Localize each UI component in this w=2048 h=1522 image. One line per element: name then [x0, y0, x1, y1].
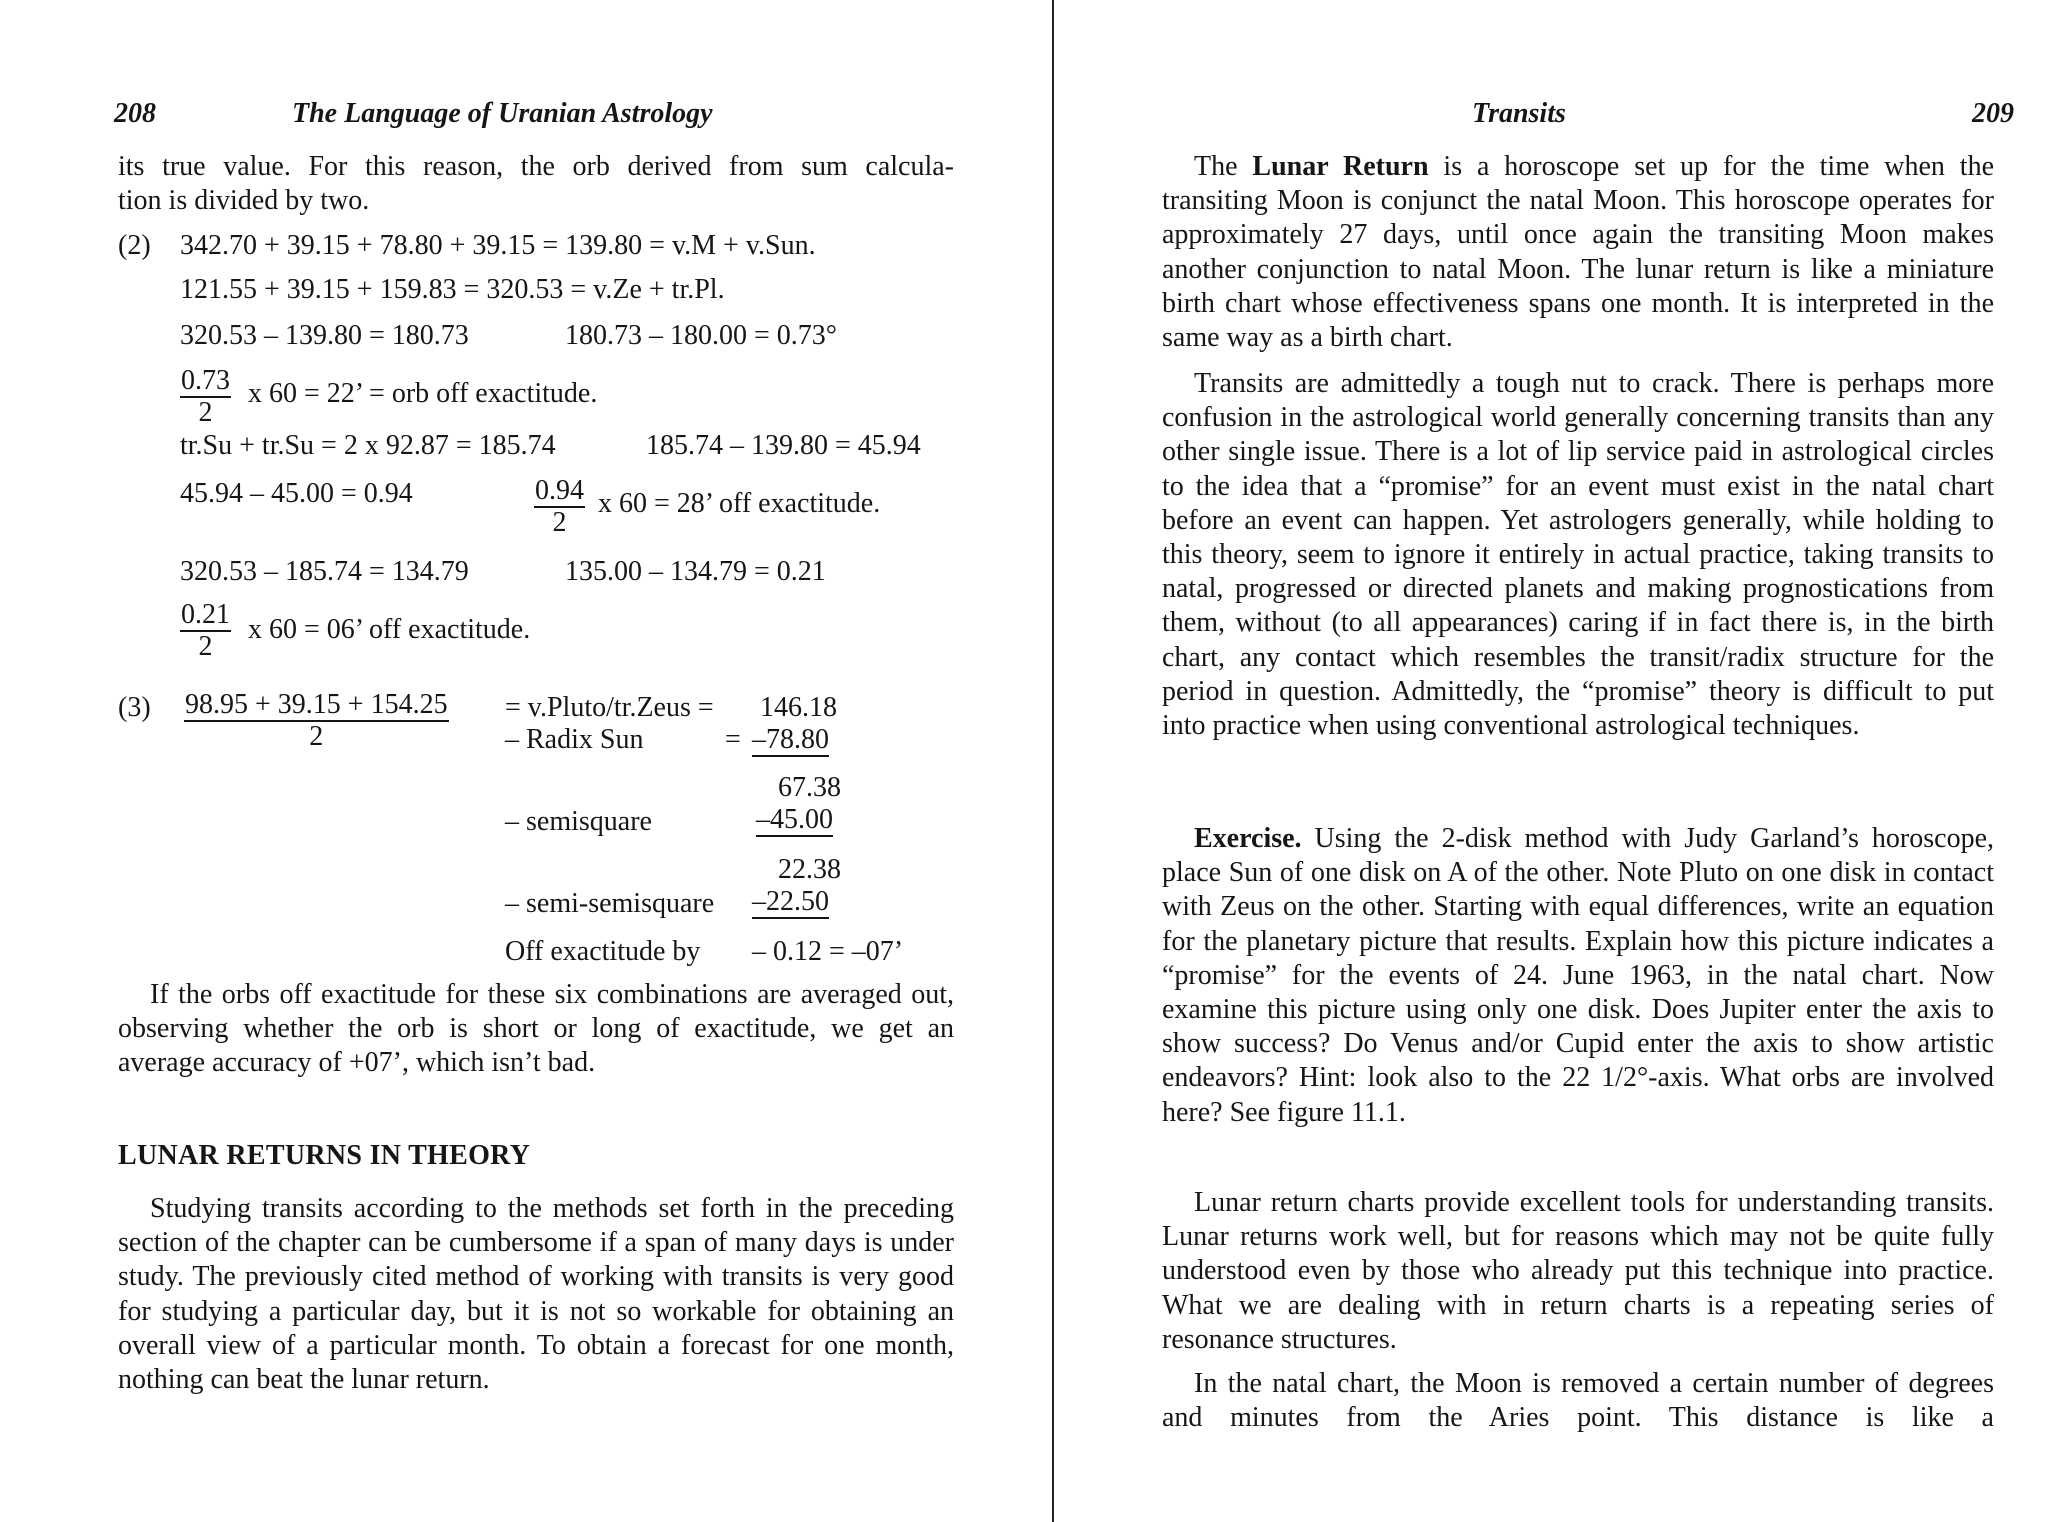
fraction-numerator: 98.95 + 39.15 + 154.25: [185, 689, 448, 720]
page-number: 209: [1972, 98, 2014, 129]
equation-value: –78.80: [752, 724, 829, 755]
fraction: [180, 366, 231, 428]
equation-label: – semisquare: [505, 806, 652, 837]
fraction-denominator: 2: [552, 507, 567, 538]
example-label: (3): [118, 692, 151, 723]
right-page: [1056, 0, 2048, 1522]
paragraph-natal-chart: [1162, 1367, 1994, 1435]
equation: 180.73 – 180.00 = 0.73°: [565, 320, 837, 351]
bold-term: Lunar Return: [1252, 151, 1429, 182]
intro-line: tion is divided by two.: [118, 185, 370, 217]
intro-text: [118, 150, 954, 218]
paragraph-text: Studying transits according to the methods set forth in the preceding section of the chapter can be cumbersome if a span of many days is under study. The previously cited method of working with transits is very good for studying a particular day, but it is not so workable for obtaining an overall view of a particular month. To obtain a forecast for one month, nothing can beat the lunar return.: [118, 1193, 954, 1396]
fraction-denominator: 2: [198, 397, 213, 428]
equation: 320.53 – 139.80 = 180.73: [180, 320, 469, 351]
page-number: 208: [114, 98, 156, 129]
equation-label: – semi-semisquare: [505, 888, 715, 919]
example-label: (2): [118, 230, 151, 261]
paragraph-text: Lunar return charts provide excellent tools for understanding transits. Lunar returns work well, but for reasons which may not be quite fully understood even by those who already put this technique into practice. What we are dealing with in return charts is a repeating series of resonance structures.: [1162, 1187, 1994, 1355]
paragraph-text: The Lunar Return is a horoscope set up for the time when the transiting Moon is conjunct the natal Moon. This horoscope operates for approximately 27 days, until once again the transiting Moon makes another conjunction to natal Moon. The lunar return is like a miniature birth chart whose effectiveness spans one month. It is interpreted in the same way as a birth chart.: [1162, 151, 1994, 354]
fraction-numerator: 0.73: [181, 365, 230, 396]
running-title: Transits: [1472, 98, 1566, 129]
paragraph-text: In the natal chart, the Moon is removed a certain number of degrees and minutes from the Aries point. This distance is like a: [1162, 1368, 1994, 1434]
paragraph-exercise: [1162, 822, 1994, 1130]
fraction-numerator: 0.21: [181, 599, 230, 630]
equation: 121.55 + 39.15 + 159.83 = 320.53 = v.Ze + tr.Pl.: [180, 274, 725, 305]
book-gutter: [1052, 0, 1054, 1522]
equation-value: –22.50: [752, 886, 829, 917]
fraction: [184, 690, 449, 752]
section-heading: LUNAR RETURNS IN THEORY: [118, 1140, 531, 1171]
paragraph-transits: [1162, 367, 1994, 743]
equation-value: –45.00: [756, 804, 833, 835]
equation: 45.94 – 45.00 = 0.94: [180, 478, 413, 509]
fraction: [534, 476, 585, 538]
equation-value: 146.18: [760, 692, 837, 723]
paragraph-text: If the orbs off exactitude for these six combinations are averaged out, observing whether the orb is short or long of exactitude, we get an average accuracy of +07’, which isn’t bad.: [118, 979, 954, 1079]
equation: x 60 = 28’ off exactitude.: [598, 488, 881, 519]
bold-term: Exercise.: [1194, 823, 1302, 854]
fraction-denominator: 2: [309, 721, 324, 752]
equation: 342.70 + 39.15 + 78.80 + 39.15 = 139.80 = v.M + v.Sun.: [180, 230, 816, 261]
paragraph-lunar-return-charts: [1162, 1186, 1994, 1357]
paragraph-lunar-return: [1162, 150, 1994, 355]
equation-label: Off exactitude by: [505, 936, 701, 967]
equation: 320.53 – 185.74 = 134.79: [180, 556, 469, 587]
equation-value: 22.38: [778, 854, 841, 885]
equation: x 60 = 06’ off exactitude.: [248, 614, 531, 645]
summary-paragraph: [118, 978, 954, 1081]
section-paragraph: [118, 1192, 954, 1397]
fraction-denominator: 2: [198, 631, 213, 662]
paragraph-text: Exercise. Using the 2-disk method with Judy Garland’s horoscope, place Sun of one disk on A of the other. Note Pluto on one disk in contact with Zeus on the other. Starting with equal differences, write an equation for the planetary picture that results. Explain how this picture indicates a “promise” for the events of 24. June 1963, in the natal chart. Now examine this picture using only one disk. Does Jupiter enter the axis to show success? Do Venus and/or Cupid enter the axis to show artistic endeavors? Hint: look also to the 22 1/2°-axis. What orbs are involved here? See figure 11.1.: [1162, 823, 1994, 1128]
fraction-numerator: 0.94: [535, 475, 584, 506]
equation: 185.74 – 139.80 = 45.94: [646, 430, 921, 461]
equation: 135.00 – 134.79 = 0.21: [565, 556, 826, 587]
equation-value: 67.38: [778, 772, 841, 803]
running-title: The Language of Uranian Astrology: [292, 98, 713, 129]
equation-label: – Radix Sun: [505, 724, 644, 755]
paragraph-text: Transits are admittedly a tough nut to crack. There is perhaps more confusion in the astrological world generally concerning transits than any other single issue. There is a lot of lip service paid in astrological circles to the idea that a “promise” for an event must exist in the natal chart before an event can happen. Yet astrologers generally, while holding to this theory, seem to ignore it entirely in actual practice, taking transits to natal, progressed or directed planets and making prognostications from them, without (to all appearances) caring if in fact there is, in the birth chart, any contact which resembles the transit/radix structure for the period in question. Admittedly, the “promise” theory is difficult to put into practice when using conventional astrological techniques.: [1162, 368, 1994, 742]
equation: tr.Su + tr.Su = 2 x 92.87 = 185.74: [180, 430, 556, 461]
equation: x 60 = 22’ = orb off exactitude.: [248, 378, 598, 409]
equation-label: = v.Pluto/tr.Zeus =: [505, 692, 714, 723]
equation-label: =: [725, 724, 741, 755]
equation-value: – 0.12 = –07’: [752, 936, 904, 967]
intro-line: its true value. For this reason, the orb derived from sum calcula-: [118, 151, 954, 182]
fraction: [180, 600, 231, 662]
